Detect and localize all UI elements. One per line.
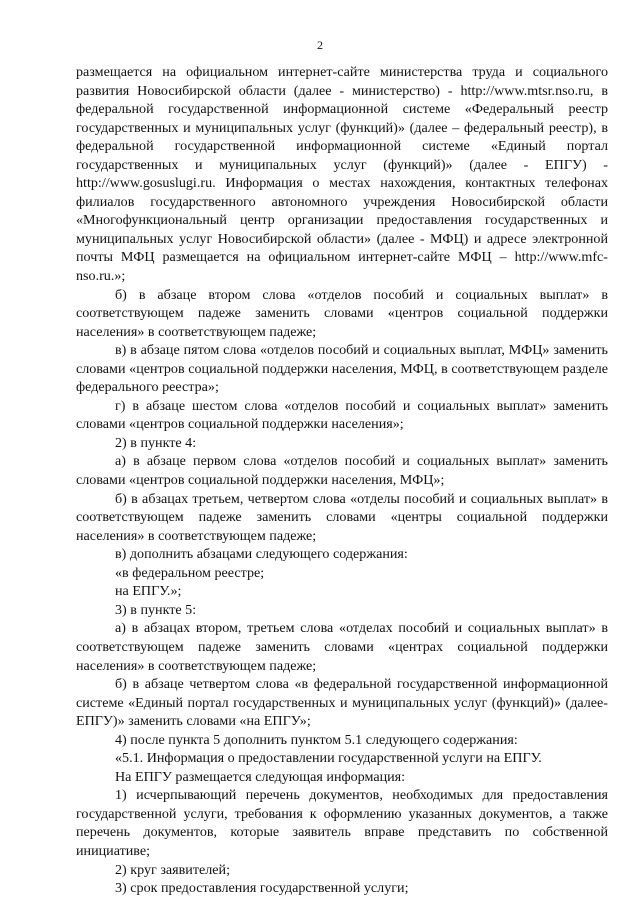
paragraph: «5.1. Информация о предоставлении государственной услуги на ЕПГУ. xyxy=(115,750,542,767)
paragraph: а) в абзаце первом слова «отделов пособий и социальных выплат» заменить словами «центров социальной поддержки населения, МФЦ»; xyxy=(76,453,608,489)
paragraph: б) в абзацах третьем, четвертом слова «отделы пособий и социальных выплат» в соответствующем падеже заменить словами «центры социальной поддержки населения» в соответствующем падеже; xyxy=(76,490,608,544)
paragraph: на ЕПГУ.»; xyxy=(115,583,182,600)
page-number: 2 xyxy=(317,38,323,52)
paragraph: «в федеральном реестре; xyxy=(115,564,265,581)
paragraph: в) дополнить абзацами следующего содержания: xyxy=(115,546,408,563)
paragraph: На ЕПГУ размещается следующая информация: xyxy=(115,768,406,785)
paragraph: г) в абзаце шестом слова «отделов пособий и социальных выплат» заменить словами «центров социальной поддержки населения»; xyxy=(76,397,608,433)
paragraph: 1) исчерпывающий перечень документов, необходимых для предоставления государственной услуги, требования к оформлению указанных документов, а также перечень документов, которые заявитель вправе представить по собственной инициативе; xyxy=(76,787,608,859)
paragraph: 3) срок предоставления государственной услуги; xyxy=(115,880,409,897)
paragraph: размещается на официальном интернет-сайте министерства труда и социального развития Новосибирской области (далее - министерство) - http://www.mtsr.nso.ru, в федеральной государственной информационной системе «Федеральный реестр государственных и муниципальных услуг (функций)» (далее – федеральный реестр), в федеральной государственной информационной системе «Единый портал государственных и муниципальных услуг (функций)» (далее - ЕПГУ) - http://www.gosuslugi.ru. Информация о местах нахождения, контактных телефонах филиалов государственного автономного учреждения Новосибирской области «Многофункциональный центр организации предоставления государственных и муниципальных услуг Новосибирской области» (далее - МФЦ) и адресе электронной почты МФЦ размещается на официальном интернет-сайте МФЦ – http://www.mfc-nso.ru.»; xyxy=(76,64,608,285)
paragraph: в) в абзаце пятом слова «отделов пособий и социальных выплат, МФЦ» заменить словами «центров социальной поддержки населения, МФЦ, в соответствующем разделе федерального реестра»; xyxy=(76,342,608,396)
document-body xyxy=(76,63,608,898)
paragraph: б) в абзаце втором слова «отделов пособий и социальных выплат» в соответствующем падеже заменить словами «центров социальной поддержки населения» в соответствующем падеже; xyxy=(76,286,608,340)
paragraph: 2) в пункте 4: xyxy=(115,434,197,451)
paragraph: 4) после пункта 5 дополнить пунктом 5.1 следующего содержания: xyxy=(115,731,518,748)
paragraph: а) в абзацах втором, третьем слова «отделах пособий и социальных выплат» в соответствующем падеже заменить словами «центрах социальной поддержки населения» в соответствующем падеже; xyxy=(76,620,608,674)
paragraph: 2) круг заявителей; xyxy=(115,861,230,878)
paragraph: б) в абзаце четвертом слова «в федеральной государственной информационной системе «Единый портал государственных и муниципальных услуг (функций)» (далее-ЕПГУ)» заменить словами «на ЕПГУ»; xyxy=(76,676,608,730)
paragraph: 3) в пункте 5: xyxy=(115,601,197,618)
